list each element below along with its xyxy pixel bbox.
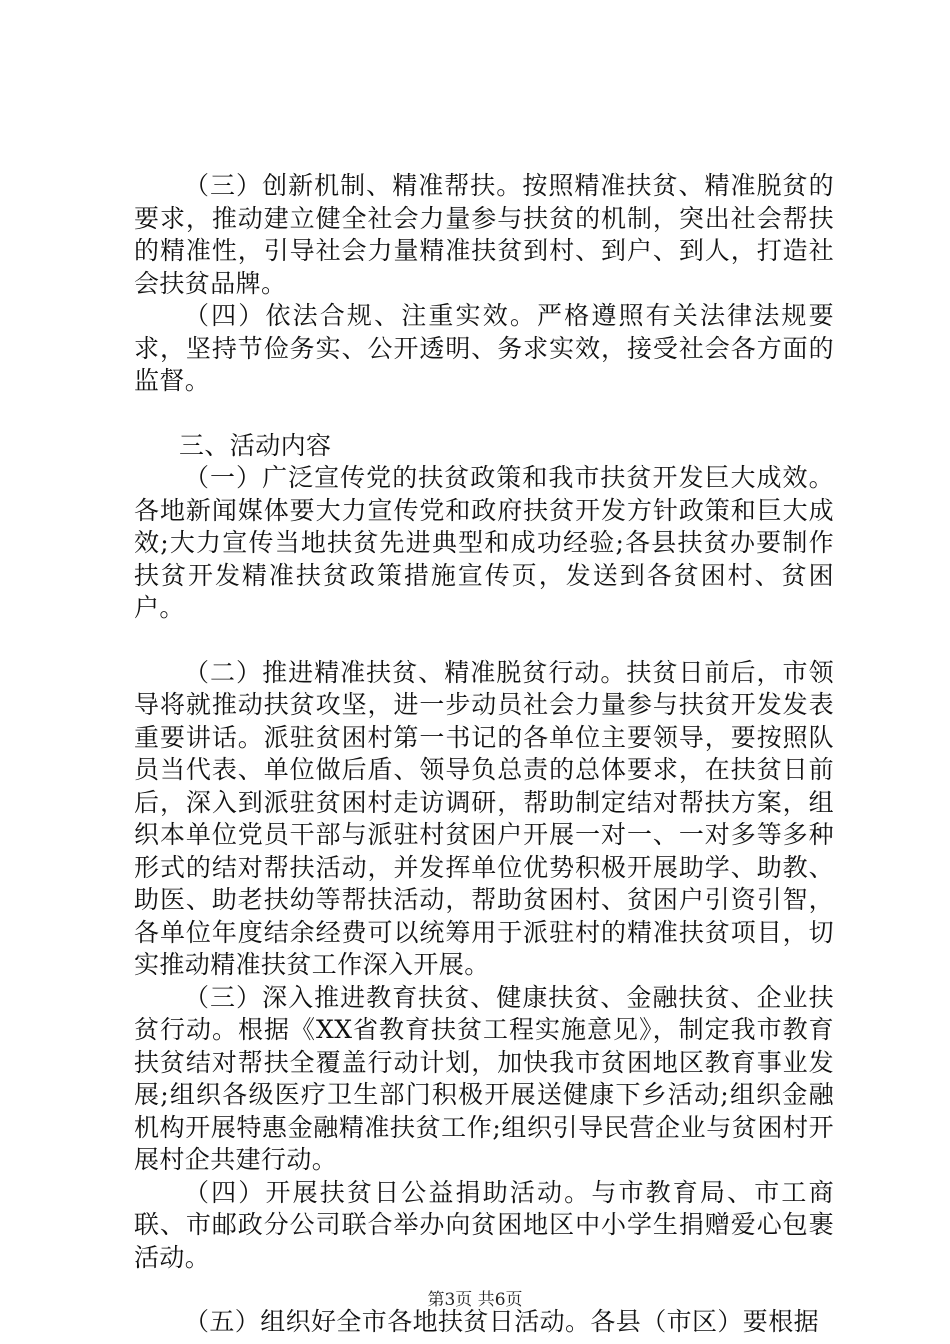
paragraph-principle-4: （四）依法合规、注重实效。严格遵照有关法律法规要求，坚持节俭务实、公开透明、务求实效，接受社会各方面的监督。 [134, 301, 834, 395]
paragraph-activity-3: （三）深入推进教育扶贫、健康扶贫、金融扶贫、企业扶贫行动。根据《XX省教育扶贫工程实施意见》，制定我市教育扶贫结对帮扶全覆盖行动计划，加快我市贫困地区教育事业发展;组织各级医疗卫生部门积极开展送健康下乡活动;组织金融机构开展特惠金融精准扶贫工作;组织引导民营企业与贫困村开展村企共建行动。 [134, 982, 834, 1174]
section-heading-activities: 三、活动内容 [179, 430, 332, 460]
paragraph-principle-3: （三）创新机制、精准帮扶。按照精准扶贫、精准脱贫的要求，推动建立健全社会力量参与扶贫的机制，突出社会帮扶的精准性，引导社会力量精准扶贫到村、到户、到人，打造社会扶贫品牌。 [134, 171, 834, 298]
paragraph-activity-5: （五）组织好全市各地扶贫日活动。各县（市区）要根据 [184, 1307, 820, 1336]
paragraph-activity-1: （一）广泛宣传党的扶贫政策和我市扶贫开发巨大成效。各地新闻媒体要大力宣传党和政府扶贫开发方针政策和巨大成效;大力宣传当地扶贫先进典型和成功经验;各县扶贫办要制作扶贫开发精准扶贫政策措施宣传页，发送到各贫困村、贫困户。 [134, 463, 834, 622]
document-body [134, 170, 834, 1339]
paragraph-activity-2: （二）推进精准扶贫、精准脱贫行动。扶贫日前后，市领导将就推动扶贫攻坚，进一步动员社会力量参与扶贫开发发表重要讲话。派驻贫困村第一书记的各单位主要领导，要按照队员当代表、单位做后盾、领导负总责的总体要求，在扶贫日前后，深入到派驻贫困村走访调研，帮助制定结对帮扶方案，组织本单位党员干部与派驻村贫困户开展一对一、一对多等多种形式的结对帮扶活动，并发挥单位优势积极开展助学、助教、助医、助老扶幼等帮扶活动，帮助贫困村、贫困户引资引智，各单位年度结余经费可以统筹用于派驻村的精准扶贫项目，切实推动精准扶贫工作深入开展。 [134, 657, 834, 979]
page-number-footer: 第3页 共6页 [427, 1290, 523, 1310]
paragraph-activity-4: （四）开展扶贫日公益捐助活动。与市教育局、市工商联、市邮政分公司联合举办向贫困地区中小学生捐赠爱心包裹活动。 [134, 1177, 834, 1272]
